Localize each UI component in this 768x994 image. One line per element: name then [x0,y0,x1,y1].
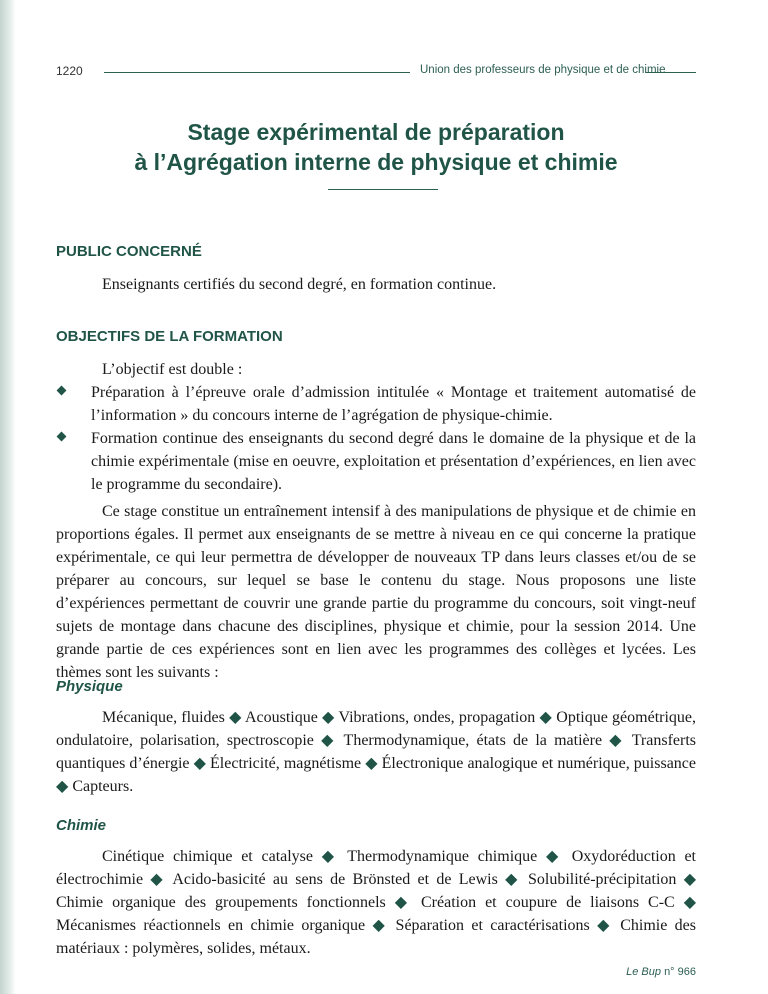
theme-item: Électricité, magnétisme [210,755,362,772]
theme-item: Thermodynamique chimique [347,848,538,865]
footer-journal-issue [626,966,696,978]
diamond-separator-icon: ◆ [385,894,421,911]
theme-item: Chimie organique des groupements fonctionnels [56,894,386,911]
subheading-physique: Physique [56,678,123,695]
header-rule-left [104,72,410,73]
title-underline [328,189,438,190]
theme-item: Mécanismes réactionnels en chimie organique [56,917,366,934]
diamond-separator-icon: ◆ [535,709,557,726]
theme-item: Mécanique, fluides [102,709,225,726]
theme-item: Séparation et caractérisations [395,917,590,934]
diamond-separator-icon: ◆ [602,732,632,749]
header-rule-right [646,72,696,73]
physique-themes-list [56,706,696,798]
article-title [56,117,696,177]
theme-item: Acido-basicité au sens de Brönsted et de Lewis [172,871,498,888]
diamond-separator-icon: ◆ [224,709,245,726]
running-head: Union des professeurs de physique et de chimie [420,64,666,76]
objective-bullet-item [56,427,696,496]
theme-item: Acoustique [244,709,318,726]
journal-name: Le Bup [626,966,661,978]
theme-item: Thermodynamique, états de la matière [343,732,603,749]
chimie-themes-list [56,845,696,960]
diamond-separator-icon: ◆ [361,755,382,772]
objective-bullet-text: Formation continue des enseignants du second degré dans le domaine de la physique et de la chimie expérimentale (mise en oeuvre, exploitation et présentation d’expériences, en lien avec le programme du secondaire). [91,430,696,493]
public-text: Enseignants certifiés du second degré, en formation continue. [102,276,497,293]
theme-item: Oxydoréduction et électrochimie [56,848,697,888]
title-line-1: Stage expérimental de préparation [187,119,565,145]
diamond-separator-icon: ◆ [365,917,396,934]
theme-item: Solubilité-précipitation [528,871,677,888]
diamond-separator-icon: ◆ [189,755,211,772]
diamond-separator-icon: ◆ [313,848,348,865]
diamond-separator-icon: ◆ [537,848,572,865]
diamond-separator-icon: ◆ [676,871,697,888]
diamond-separator-icon: ◆ [589,917,621,934]
objectifs-intro: L’objectif est double : [102,361,243,378]
diamond-separator-icon: ◆ [497,871,528,888]
diamond-separator-icon: ◆ [56,778,73,795]
issue-number: n° 966 [664,966,696,978]
diamond-bullet-icon [57,386,67,396]
diamond-bullet-icon [57,432,67,442]
diamond-separator-icon: ◆ [674,894,696,911]
theme-item: Capteurs. [72,778,134,795]
theme-item: Électronique analogique et numérique, puissance [381,755,697,772]
objective-bullet-item [56,381,696,427]
stage-description-paragraph: Ce stage constitue un entraînement intensif à des manipulations de physique et de chimie en proportions égales. Il permet aux enseignants de se mettre à niveau en ce qui concerne la pratique expérimentale, ce qui leur permettra de développer de nouveaux TP dans leurs classes et/ou de se préparer au concours, sur lequel se base le contenu du stage. Nous proposons une liste d’expériences permettant de couvrir une grande partie du programme du concours, soit vingt-neuf sujets de montage dans chacune des disciplines, physique et chimie, pour la session 2014. Une grande partie de ces expériences sont en lien avec les programmes des collèges et lycées. Les thèmes sont les suivants : [56,503,696,681]
theme-item: Vibrations, ondes, propagation [338,709,536,726]
section-heading-objectifs: OBJECTIFS DE LA FORMATION [56,328,283,345]
diamond-separator-icon: ◆ [313,732,344,749]
objective-bullet-text: Préparation à l’épreuve orale d’admission intitulée « Montage et traitement automatisé de l’information » du concours interne de l’agrégation de physique-chimie. [91,384,696,424]
theme-item: Cinétique chimique et catalyse [102,848,314,865]
page-number: 1220 [56,64,83,78]
theme-item: Optique géométrique, ondulatoire, polarisation, spectroscopie [56,709,697,749]
section-heading-public: PUBLIC CONCERNÉ [56,243,202,260]
diamond-separator-icon: ◆ [143,871,173,888]
page-spine-shadow [0,0,16,994]
title-line-2: à l’Agrégation interne de physique et chimie [134,149,618,175]
theme-item: Création et coupure de liaisons C-C [421,894,675,911]
diamond-separator-icon: ◆ [317,709,339,726]
theme-item: Transferts quantiques d’énergie [56,732,697,772]
subheading-chimie: Chimie [56,817,107,834]
theme-item: Chimie des matériaux : polymères, solides, métaux. [56,917,697,957]
